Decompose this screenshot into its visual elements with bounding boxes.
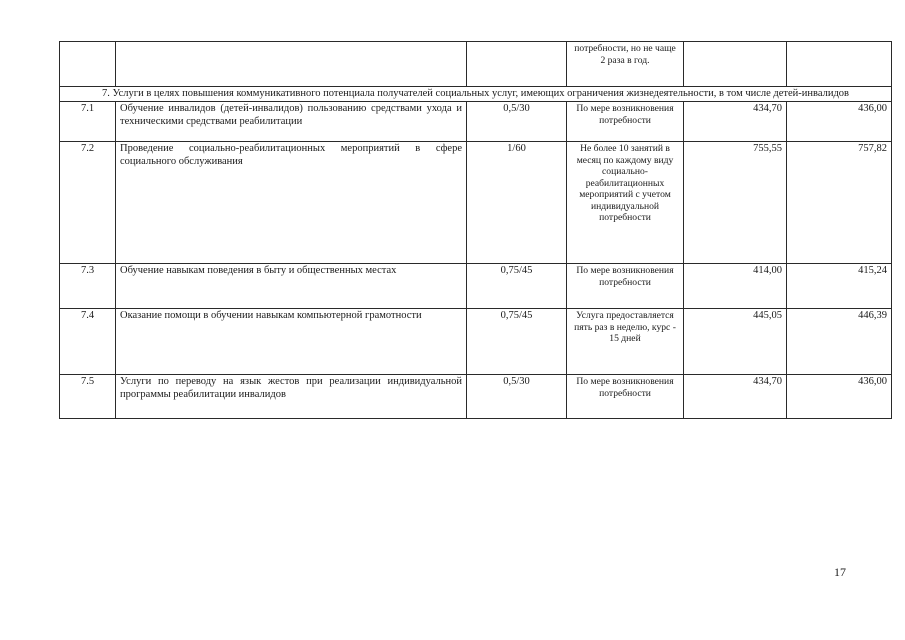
row-number: 7.1 xyxy=(60,102,116,142)
price-2: 436,00 xyxy=(787,102,892,142)
table-row xyxy=(60,142,892,264)
services-table xyxy=(59,41,892,419)
section-title: 7. Услуги в целях повышения коммуникативного потенциала получателей социальных услуг, имеющих ограничения жизнедеятельности, в том числе детей-инвалидов xyxy=(60,87,892,102)
row-number: 7.2 xyxy=(60,142,116,264)
cell-frequency: потребности, но не чаще 2 раза в год. xyxy=(567,42,684,87)
service-name: Услуги по переводу на язык жестов при реализации индивидуальной программы реабилитации инвалидов xyxy=(116,375,467,419)
table-row xyxy=(60,264,892,309)
service-name: Проведение социально-реабилитационных мероприятий в сфере социального обслуживания xyxy=(116,142,467,264)
time-norm: 0,75/45 xyxy=(467,309,567,375)
service-frequency: По мере возникновения потребности xyxy=(567,375,684,419)
price-2: 415,24 xyxy=(787,264,892,309)
service-frequency: Не более 10 занятий в месяц по каждому виду социально-реабилитационных мероприятий с учетом индивидуальной потребности xyxy=(567,142,684,264)
table-row xyxy=(60,102,892,142)
row-number: 7.3 xyxy=(60,264,116,309)
price-1: 445,05 xyxy=(684,309,787,375)
cell-price-2 xyxy=(787,42,892,87)
price-1: 414,00 xyxy=(684,264,787,309)
service-name: Обучение навыкам поведения в быту и общественных местах xyxy=(116,264,467,309)
service-name: Оказание помощи в обучении навыкам компьютерной грамотности xyxy=(116,309,467,375)
price-2: 436,00 xyxy=(787,375,892,419)
service-frequency: Услуга предоставляется пять раз в неделю, курс - 15 дней xyxy=(567,309,684,375)
service-frequency: По мере возникновения потребности xyxy=(567,264,684,309)
table-row xyxy=(60,309,892,375)
row-number: 7.4 xyxy=(60,309,116,375)
price-1: 434,70 xyxy=(684,102,787,142)
cell-price-1 xyxy=(684,42,787,87)
time-norm: 0,5/30 xyxy=(467,102,567,142)
price-1: 755,55 xyxy=(684,142,787,264)
cell-norm xyxy=(467,42,567,87)
service-frequency: По мере возникновения потребности xyxy=(567,102,684,142)
time-norm: 0,75/45 xyxy=(467,264,567,309)
page-number: 17 xyxy=(834,565,846,579)
time-norm: 0,5/30 xyxy=(467,375,567,419)
price-2: 446,39 xyxy=(787,309,892,375)
cell-num xyxy=(60,42,116,87)
service-name: Обучение инвалидов (детей-инвалидов) пользованию средствами ухода и техническими средствами реабилитации xyxy=(116,102,467,142)
time-norm: 1/60 xyxy=(467,142,567,264)
row-number: 7.5 xyxy=(60,375,116,419)
price-2: 757,82 xyxy=(787,142,892,264)
table-row xyxy=(60,375,892,419)
table-row-continued xyxy=(60,42,892,87)
price-1: 434,70 xyxy=(684,375,787,419)
cell-name xyxy=(116,42,467,87)
section-heading-row xyxy=(60,87,892,102)
